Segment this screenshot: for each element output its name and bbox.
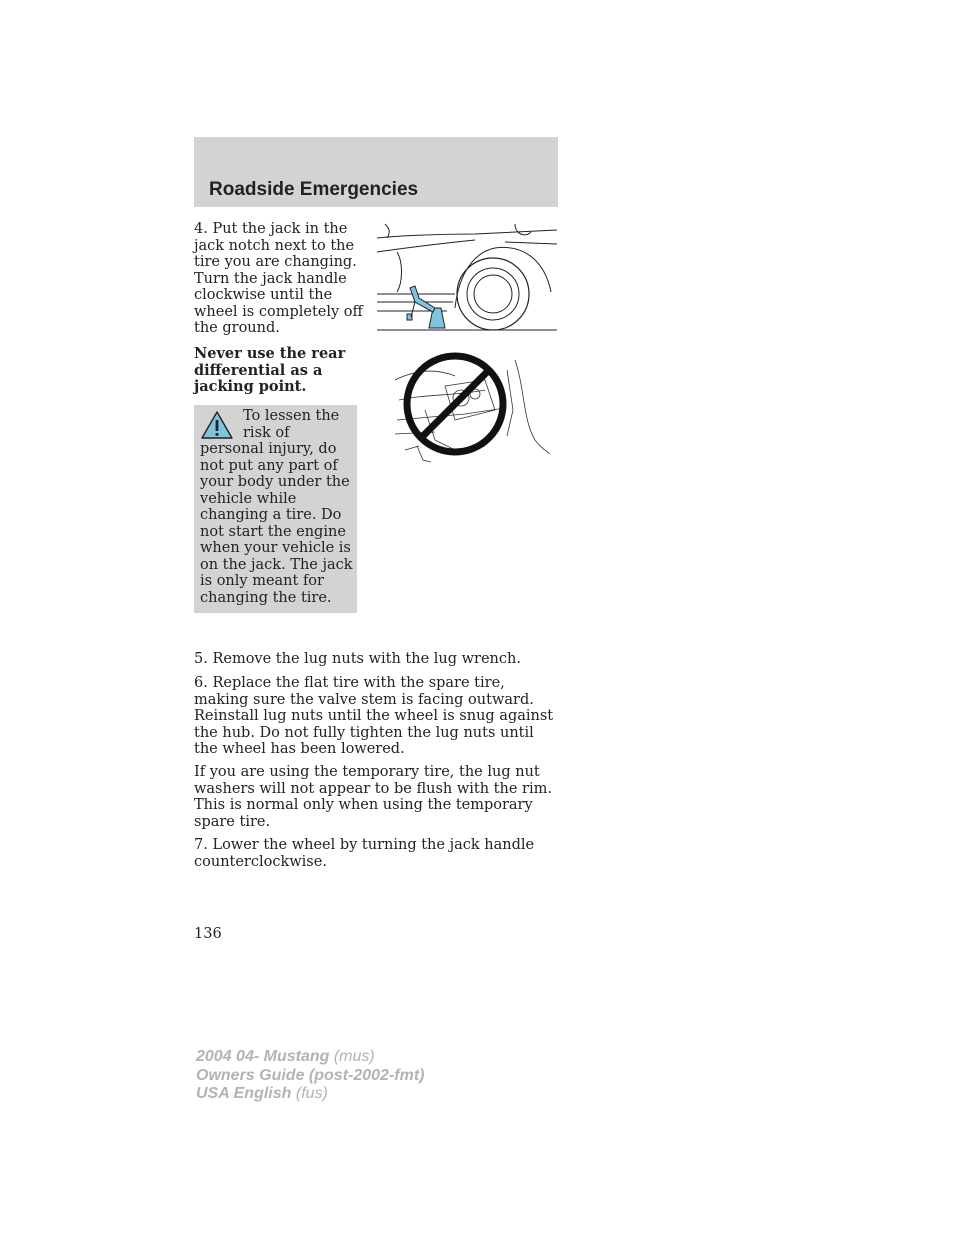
temporary-tire-note: If you are using the temporary tire, the lug nut washers will not appear to be flush with the rim. This is normal only when using the temporary spare tire. [194,764,552,830]
step-6-text: 6. Replace the flat tire with the spare tire, making sure the valve stem is facing outward. Reinstall lug nuts until the wheel is snug against the hub. Do not fully tighten the lug nuts until the wheel has been lowered. [194,675,554,757]
warning-box [194,405,357,613]
step-5-text: 5. Remove the lug nuts with the lug wrench. [194,651,521,667]
page-number: 136 [194,926,222,942]
step-4-text: 4. Put the jack in the jack notch next to the tire you are changing. Turn the jack handle clockwise until the wheel is completely off the ground. [194,221,363,336]
section-header [194,137,558,207]
footer-guide: Owners Guide (post-2002-fmt) [196,1066,425,1084]
footer-line-2 [196,1067,424,1086]
footer-language: USA English [196,1085,292,1102]
footer-model: 2004 04- Mustang [196,1048,330,1065]
footer-line-3 [196,1085,424,1104]
prohibited-differential-illustration [395,350,550,465]
step-7-text: 7. Lower the wheel by turning the jack handle counterclockwise. [194,837,535,870]
differential-warning: Never use the rear differential as a jacking point. [194,345,346,395]
car-jack-illustration [375,222,557,334]
footer-line-1 [196,1048,424,1067]
footer-model-code: (mus) [333,1048,375,1065]
footer-language-code: (fus) [295,1085,328,1102]
warning-box-text: To lessen the risk of personal injury, do not put any part of your body under the vehicle while changing a tire. Do not start the engine when your vehicle is on the jack. The jack is only meant for changing the tire. [200,408,353,606]
section-title: Roadside Emergencies [209,179,419,200]
document-footer [196,1048,424,1104]
